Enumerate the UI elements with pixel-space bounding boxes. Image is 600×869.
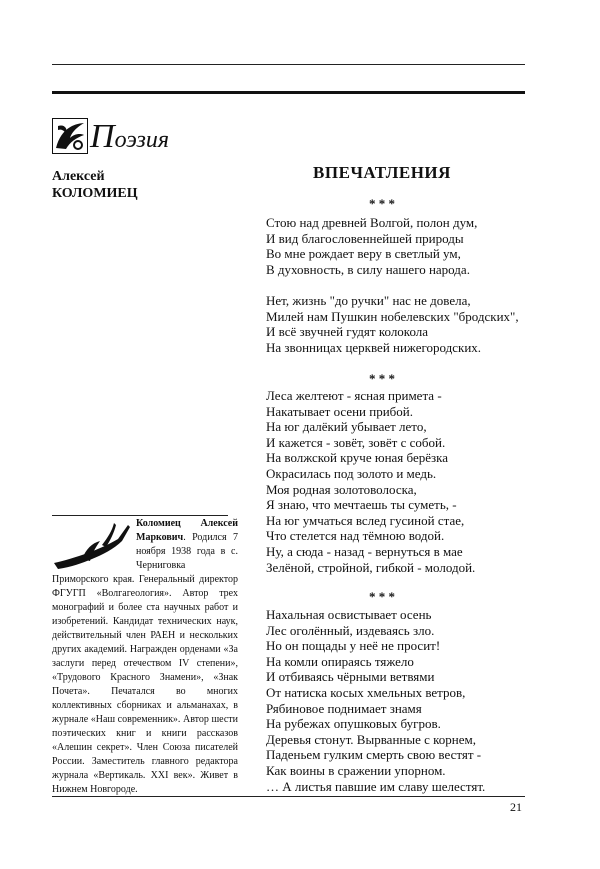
header-rule-thick: [52, 91, 525, 94]
poem-line: На звонницах церквей нижегородских.: [266, 339, 482, 355]
poem-line: Лес оголённый, издеваясь зло.: [266, 622, 435, 638]
poem-line: На юг умчаться вслед гусиной стае,: [266, 512, 465, 528]
poem-line: От натиска косых хмельных ветров,: [266, 684, 466, 700]
poem-line: Рябиновое поднимает знамя: [266, 700, 422, 716]
poem-line: … А листья павшие им славу шелестят.: [266, 778, 486, 794]
poem-line: И вид благословеннейшей природы: [266, 230, 464, 246]
poem-line: Нет, жизнь "до ручки" нас не довела,: [266, 293, 471, 308]
stanza-separator: * * *: [369, 371, 395, 386]
stanza-separator: * * *: [369, 196, 395, 211]
ornament-icon: [52, 118, 88, 154]
bio-name: Коломиец Алексей Маркович: [136, 518, 238, 543]
author-first-name: Алексей: [52, 169, 105, 184]
poem-line: На комли опираясь тяжело: [266, 653, 414, 669]
poem-line: Что стелется над тёмною водой.: [266, 528, 445, 544]
footer-rule: [52, 796, 525, 797]
poem-line: Как воины в сражении упорном.: [266, 762, 446, 778]
poem-line: Нахальная освистывает осень: [266, 607, 432, 622]
header-rule-thin: [52, 64, 525, 65]
poem-line: Окрасилась под золото и медь.: [266, 465, 437, 481]
stanza-2: [266, 293, 526, 355]
poem-line: Милей нам Пушкин нобелевских "бродских",: [266, 308, 519, 324]
poem-line: Накатывает осени прибой.: [266, 403, 413, 419]
stanza-4: [266, 607, 526, 794]
stanza-1: [266, 215, 526, 277]
bio-text: . Родился 7 ноября 1938 года в с. Черниговка Приморского края. Генеральный директор ФГУГП «Волгагеология». Автор трех монографий и более ста научных работ и изобретений. Кандидат технических наук, действительный член РАЕН и нескольких других академий. Награжден орденами «За заслуги перед отечеством IV степени», «Трудового Красного Знамени», «Знак Почета». Печатался во многих коллективных сборниках и альманахах, в журнале «Наш современник». Автор шести поэтических книг и книги рассказов «Алешин секрет». Член Союза писателей России. Заместитель главного редактора журнала «Вертикаль. XXI век». Живет в Нижнем Новгороде.: [52, 532, 238, 795]
poem-line: На волжской круче юная берёзка: [266, 450, 449, 466]
stanza-separator: * * *: [369, 589, 395, 604]
poem-line: Но он пощады у неё не просит!: [266, 638, 441, 654]
author-figure-icon: [52, 519, 132, 571]
poem-line: Стою над древней Волгой, полон дум,: [266, 215, 478, 230]
section-title: Поэзия: [90, 118, 170, 155]
poem-line: Моя родная золотоволоска,: [266, 481, 417, 497]
author-name: [52, 168, 138, 202]
poem-line: Леса желтеют - ясная примета -: [266, 388, 442, 403]
poem-line: И отбиваясь чёрными ветвями: [266, 669, 435, 685]
poem-line: Зелёной, стройной, гибкой - молодой.: [266, 559, 476, 575]
poem-line: И всё звучней гудят колокола: [266, 324, 429, 340]
poem-line: На рубежах опушковых бугров.: [266, 716, 441, 732]
bio-rule: [52, 515, 228, 516]
poem-line: Деревья стонут. Вырванные с корнем,: [266, 731, 476, 747]
poem-title: ВПЕЧАТЛЕНИЯ: [313, 163, 451, 182]
poem-line: Во мне рождает веру в светлый ум,: [266, 246, 461, 262]
author-bio: [52, 517, 238, 797]
page-number: 21: [510, 800, 522, 814]
poem-line: На юг далёкий убывает лето,: [266, 419, 427, 435]
poem-line: И кажется - зовёт, зовёт с собой.: [266, 434, 446, 450]
poem-line: Паденьем гулким смерть свою вестят -: [266, 747, 482, 763]
stanza-3: [266, 388, 526, 575]
author-last-name: КОЛОМИЕЦ: [52, 186, 138, 201]
poem-line: Я знаю, что мечтаешь ты суметь, -: [266, 497, 457, 513]
section-header: [52, 114, 169, 154]
poem-line: Ну, а сюда - назад - вернуться в мае: [266, 543, 463, 559]
poem-line: В духовность, в силу нашего народа.: [266, 261, 470, 277]
